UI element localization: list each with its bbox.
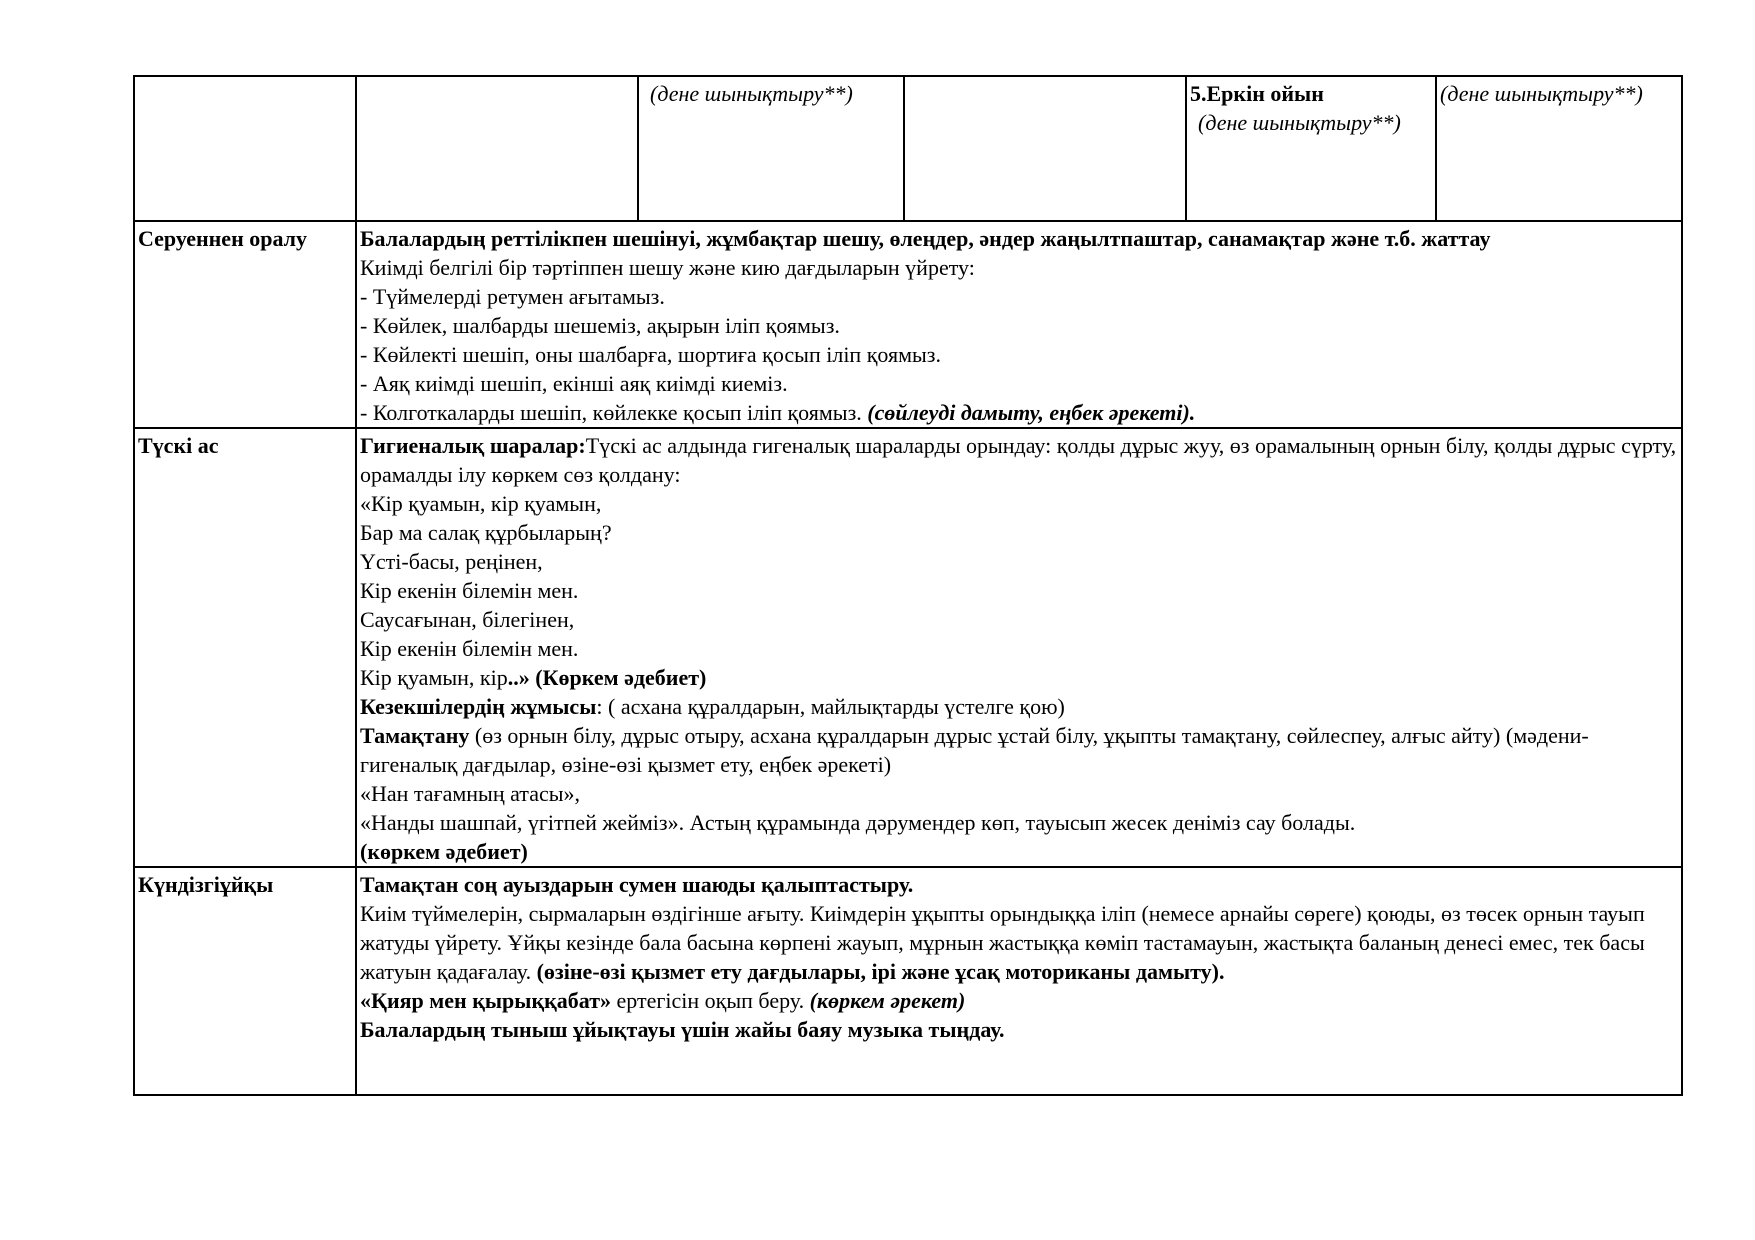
table-row	[134, 428, 1682, 867]
duty-text: : ( асхана құралдарын, майлықтарды үстелге қою)	[596, 694, 1065, 719]
cell-title: 5.Еркін ойын	[1190, 81, 1324, 106]
row-label: Серуеннен оралу	[134, 221, 356, 428]
tale-line	[360, 986, 1678, 1015]
row-label: Күндізгіұйқы	[134, 867, 356, 1095]
table-row	[134, 76, 1682, 221]
cell-note: (дене шынықтыру**)	[1440, 81, 1643, 106]
table-cell	[134, 76, 356, 221]
table-cell	[1436, 76, 1682, 221]
text-line	[360, 398, 1678, 427]
text-line: - Аяқ киімді шешіп, екінші аяқ киімді киеміз.	[360, 371, 788, 396]
hygiene-heading: Гигиеналық шаралар:	[360, 433, 586, 458]
text-line-main: - Колготкаларды шешіп, көйлекке қосып іліп қоямыз.	[360, 400, 868, 425]
meal-heading: Тамақтану	[360, 723, 470, 748]
text-line: Киімді белгілі бір тәртіппен шешу және кию дағдыларын үйрету:	[360, 255, 975, 280]
sleep-note: (өзіне-өзі қызмет ету дағдылары, ірі және ұсақ моториканы дамыту).	[536, 959, 1225, 984]
table-row	[134, 221, 1682, 428]
tale-title: «Қияр мен қырыққабат»	[360, 988, 612, 1013]
sleep-paragraph	[360, 899, 1678, 986]
poem-line: Үсті-басы, реңінен,	[360, 549, 543, 574]
sleep-text: Киім түймелерін, сырмаларын өздігінше ағыту. Киімдерін ұқыпты орындыққа іліп (немесе арнайы сөреге) қоюды, өз төсек орнын тауып жатуды үйрету. Ұйқы кезінде бала басына көрпені жауып, мұрнын жастыққа көміп тастамауын, жастықта баланың денесі емес, тек басы жатуын қадағалау.	[360, 901, 1645, 984]
tale-note: (көркем әрекет)	[809, 988, 966, 1013]
table-cell	[356, 867, 1682, 1095]
table-cell	[356, 221, 1682, 428]
poem-line: Кір екенін білемін мен.	[360, 636, 579, 661]
poem-line: Саусағынан, білегінен,	[360, 607, 575, 632]
tale-text: ертегісін оқып беру.	[611, 988, 810, 1013]
meal-text: (өз орнын білу, дұрыс отыру, асхана құралдарын дұрыс ұстай білу, ұқыпты тамақтану, сөйлеспеу, алғыс айту) (мәдени-гигеналық дағдылар, өзіне-өзі қызмет ету, еңбек әрекеті)	[360, 723, 1589, 777]
text-line-note: (сөйлеуді дамыту, еңбек әрекеті).	[867, 400, 1196, 425]
table-cell	[638, 76, 904, 221]
poem-line: Бар ма салақ құрбыларың?	[360, 520, 612, 545]
text-line: - Көйлекті шешіп, оны шалбарға, шортиға қосып іліп қоямыз.	[360, 342, 941, 367]
cell-note: (дене шынықтыру**)	[1198, 110, 1401, 135]
duty-heading: Кезекшілердің жұмысы	[360, 694, 597, 719]
schedule-table	[133, 75, 1683, 1096]
table-row	[134, 867, 1682, 1095]
table-cell	[356, 76, 638, 221]
proverb-line: «Нан тағамның атасы»,	[360, 781, 580, 806]
text-line: - Түймелерді ретумен ағытамыз.	[360, 284, 665, 309]
table-cell	[904, 76, 1186, 221]
section-note: (көркем әдебиет)	[360, 839, 528, 864]
section-heading: Тамақтан соң ауыздарын сумен шаюды қалыптастыру.	[360, 872, 914, 897]
poem-line: Кір екенін білемін мен.	[360, 578, 579, 603]
meal-paragraph	[360, 721, 1678, 779]
row-label: Түскі ас	[134, 428, 356, 867]
hygiene-paragraph	[360, 431, 1678, 489]
section-heading: Балалардың реттілікпен шешінуі, жұмбақтар шешу, өлеңдер, әндер жаңылтпаштар, санамақтар және т.б. жаттау	[360, 226, 1491, 251]
music-line: Балалардың тыныш ұйықтауы үшін жайы баяу музыка тыңдау.	[360, 1017, 1005, 1042]
text-line: - Көйлек, шалбарды шешеміз, ақырын іліп қоямыз.	[360, 313, 840, 338]
poem-last: Кір қуамын, кір	[360, 665, 508, 690]
duty-line	[360, 692, 1678, 721]
proverb-line: «Нанды шашпай, үгітпей жейміз». Астың құрамында дәрумендер көп, тауысып жесек деніміз сау болады.	[360, 810, 1356, 835]
poem-line	[360, 663, 1678, 692]
poem-line: «Кір қуамын, кір қуамын,	[360, 491, 602, 516]
hygiene-text: Түскі ас алдында гигеналық шараларды орындау: қолды дұрыс жуу, өз орамалының орнын білу, қолды дұрыс сүрту, орамалды ілу көркем сөз қолдану:	[360, 433, 1677, 487]
cell-note: (дене шынықтыру**)	[650, 81, 853, 106]
table-cell	[356, 428, 1682, 867]
poem-source: ..» (Көркем әдебиет)	[507, 665, 707, 690]
table-cell	[1186, 76, 1436, 221]
